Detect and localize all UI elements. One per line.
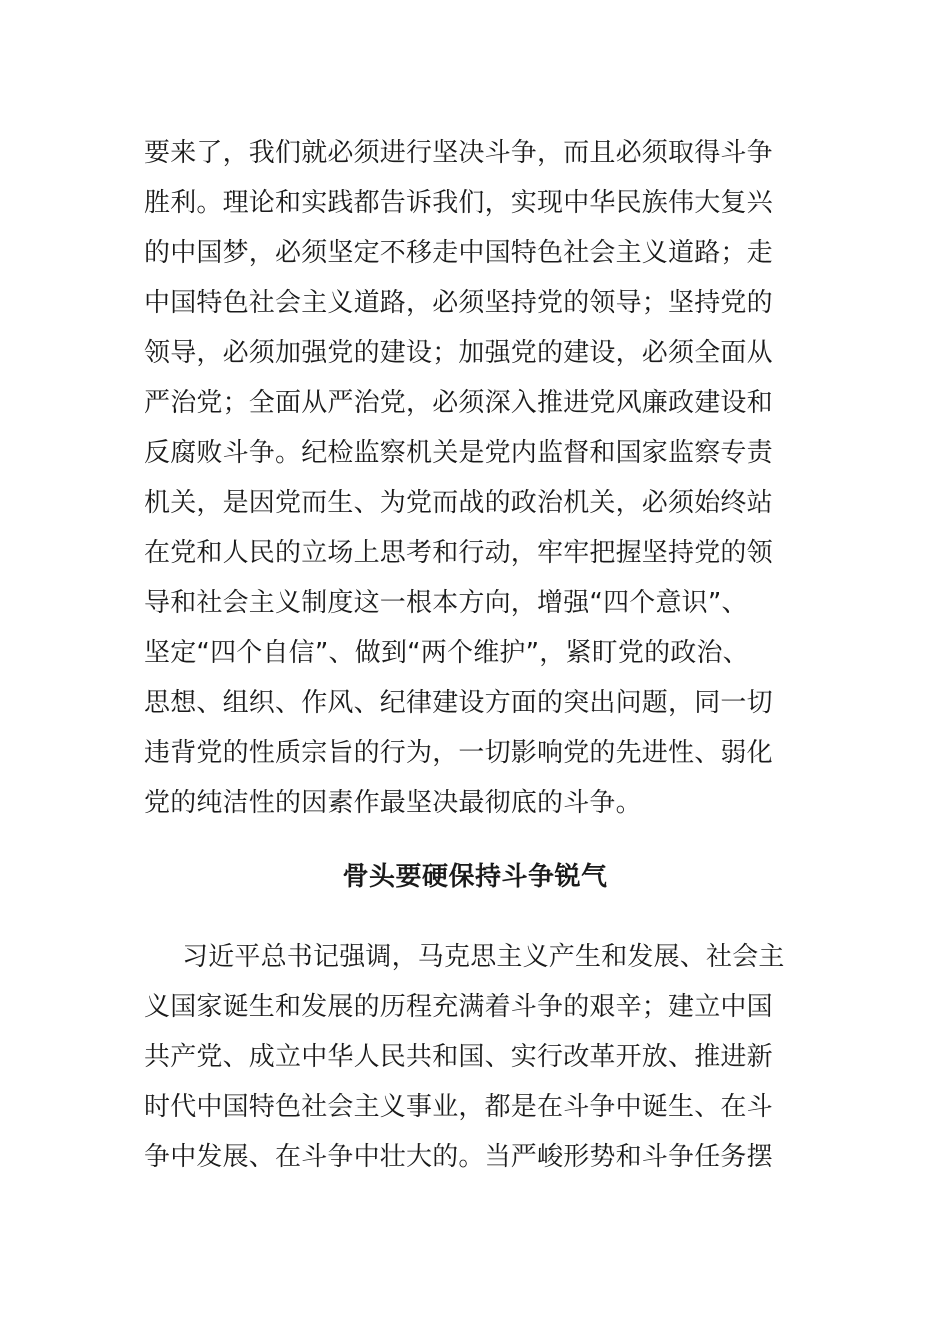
paragraph-line: 思想、组织、作风、纪律建设方面的突出问题，同一切 — [144, 688, 773, 718]
paragraph-line: 胜利。理论和实践都告诉我们，实现中华民族伟大复兴 — [144, 188, 773, 218]
paragraph-line: 争中发展、在斗争中壮大的。当严峻形势和斗争任务摆 — [144, 1142, 773, 1172]
paragraph-line: 反腐败斗争。纪检监察机关是党内监督和国家监察专责 — [144, 438, 773, 468]
section-heading: 骨头要硬保持斗争锐气 — [342, 862, 608, 892]
body-paragraph-1 — [144, 128, 824, 828]
paragraph-line: 的中国梦，必须坚定不移走中国特色社会主义道路；走 — [144, 238, 773, 268]
paragraph-line: 义国家诞生和发展的历程充满着斗争的艰辛；建立中国 — [144, 992, 773, 1022]
body-paragraph-2 — [144, 932, 824, 1182]
paragraph-line: 坚定“四个自信”、做到“两个维护”，紧盯党的政治、 — [144, 638, 749, 668]
paragraph-line: 机关，是因党而生、为党而战的政治机关，必须始终站 — [144, 488, 773, 518]
paragraph-line: 共产党、成立中华人民共和国、实行改革开放、推进新 — [144, 1042, 773, 1072]
paragraph-line: 中国特色社会主义道路，必须坚持党的领导；坚持党的 — [144, 288, 773, 318]
paragraph-line: 党的纯洁性的因素作最坚决最彻底的斗争。 — [144, 788, 642, 818]
paragraph-line: 导和社会主义制度这一根本方向，增强“四个意识”、 — [144, 588, 748, 618]
paragraph-line: 违背党的性质宗旨的行为，一切影响党的先进性、弱化 — [144, 738, 773, 768]
paragraph-line: 习近平总书记强调，马克思主义产生和发展、社会主 — [182, 942, 785, 972]
paragraph-line: 在党和人民的立场上思考和行动，牢牢把握坚持党的领 — [144, 538, 773, 568]
paragraph-line: 领导，必须加强党的建设；加强党的建设，必须全面从 — [144, 338, 773, 368]
paragraph-line: 时代中国特色社会主义事业，都是在斗争中诞生、在斗 — [144, 1092, 773, 1122]
paragraph-line: 要来了，我们就必须进行坚决斗争，而且必须取得斗争 — [144, 138, 773, 168]
paragraph-line: 严治党；全面从严治党，必须深入推进党风廉政建设和 — [144, 388, 773, 418]
